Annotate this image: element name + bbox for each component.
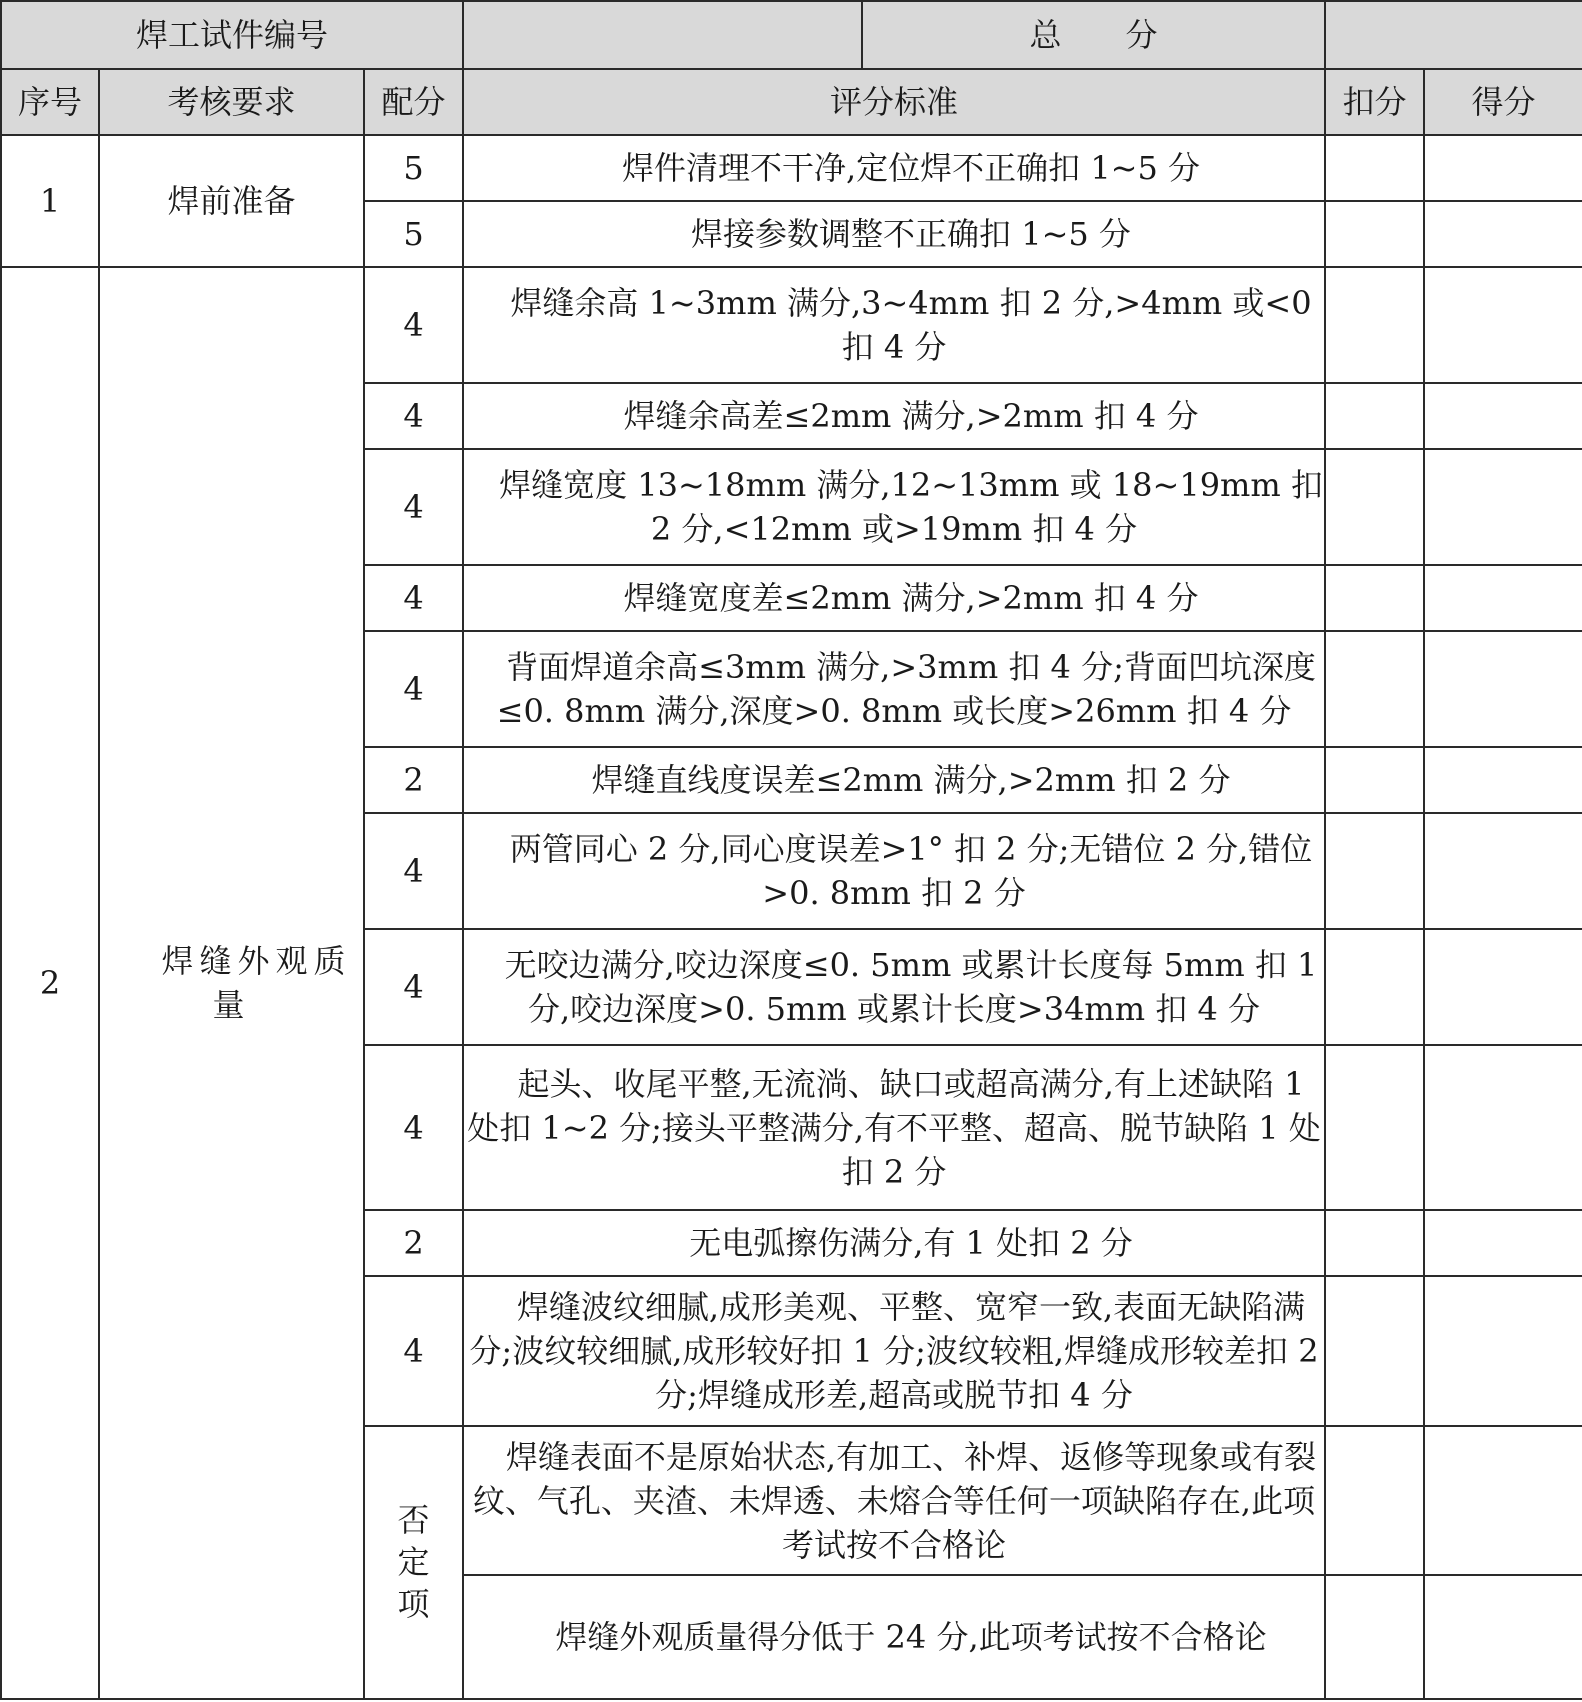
- row-points: 5: [364, 135, 463, 201]
- deduction-cell[interactable]: [1325, 1276, 1424, 1426]
- row-criteria: 焊缝直线度误差≤2mm 满分,>2mm 扣 2 分: [463, 747, 1325, 813]
- row-criteria: 焊缝外观质量得分低于 24 分,此项考试按不合格论: [463, 1575, 1325, 1699]
- row-points: 4: [364, 565, 463, 631]
- specimen-value: [463, 1, 862, 69]
- row-points: 2: [364, 1210, 463, 1276]
- score-cell[interactable]: [1424, 267, 1582, 383]
- section-requirement: 焊前准备: [99, 135, 364, 267]
- section-index: 2: [1, 267, 99, 1699]
- deduction-cell[interactable]: [1325, 135, 1424, 201]
- score-cell[interactable]: [1424, 565, 1582, 631]
- table-row: [1, 135, 1582, 201]
- row-criteria: 背面焊道余高≤3mm 满分,>3mm 扣 4 分;背面凹坑深度≤0. 8mm 满分,深度>0. 8mm 或长度>26mm 扣 4 分: [463, 631, 1325, 747]
- column-header-row: [1, 69, 1582, 135]
- score-cell[interactable]: [1424, 747, 1582, 813]
- col-deduction: 扣分: [1325, 69, 1424, 135]
- total-value: [1325, 1, 1582, 69]
- deduction-cell[interactable]: [1325, 1210, 1424, 1276]
- row-points: 2: [364, 747, 463, 813]
- table-row: [1, 267, 1582, 383]
- deduction-cell[interactable]: [1325, 267, 1424, 383]
- row-points: 4: [364, 267, 463, 383]
- section-index: 1: [1, 135, 99, 267]
- row-criteria: 焊接参数调整不正确扣 1~5 分: [463, 201, 1325, 267]
- score-cell[interactable]: [1424, 813, 1582, 929]
- deduction-cell[interactable]: [1325, 201, 1424, 267]
- score-cell[interactable]: [1424, 631, 1582, 747]
- deduction-cell[interactable]: [1325, 383, 1424, 449]
- row-criteria: 起头、收尾平整,无流淌、缺口或超高满分,有上述缺陷 1 处扣 1~2 分;接头平整满分,有不平整、超高、脱节缺陷 1 处扣 2 分: [463, 1045, 1325, 1210]
- deduction-cell[interactable]: [1325, 929, 1424, 1045]
- deduction-cell[interactable]: [1325, 1426, 1424, 1575]
- score-cell[interactable]: [1424, 201, 1582, 267]
- row-criteria: 两管同心 2 分,同心度误差>1° 扣 2 分;无错位 2 分,错位>0. 8mm 扣 2 分: [463, 813, 1325, 929]
- row-criteria: 焊缝宽度 13~18mm 满分,12~13mm 或 18~19mm 扣 2 分,<12mm 或>19mm 扣 4 分: [463, 449, 1325, 565]
- section-requirement: 焊缝外观质量: [99, 267, 364, 1699]
- col-criteria: 评分标准: [463, 69, 1325, 135]
- col-requirement: 考核要求: [99, 69, 364, 135]
- deduction-cell[interactable]: [1325, 747, 1424, 813]
- row-points: 5: [364, 201, 463, 267]
- row-criteria: 焊缝宽度差≤2mm 满分,>2mm 扣 4 分: [463, 565, 1325, 631]
- row-points: 4: [364, 383, 463, 449]
- row-points: 4: [364, 813, 463, 929]
- specimen-label: 焊工试件编号: [1, 1, 463, 69]
- row-criteria: 焊件清理不干净,定位焊不正确扣 1~5 分: [463, 135, 1325, 201]
- col-points: 配分: [364, 69, 463, 135]
- top-header-row: [1, 1, 1582, 69]
- score-cell[interactable]: [1424, 135, 1582, 201]
- deduction-cell[interactable]: [1325, 813, 1424, 929]
- score-cell[interactable]: [1424, 1575, 1582, 1699]
- deduction-cell[interactable]: [1325, 449, 1424, 565]
- row-points: 4: [364, 1045, 463, 1210]
- score-cell[interactable]: [1424, 1426, 1582, 1575]
- row-criteria: 无咬边满分,咬边深度≤0. 5mm 或累计长度每 5mm 扣 1 分,咬边深度>0. 5mm 或累计长度>34mm 扣 4 分: [463, 929, 1325, 1045]
- score-cell[interactable]: [1424, 929, 1582, 1045]
- total-label: 总 分: [862, 1, 1325, 69]
- row-criteria: 焊缝余高差≤2mm 满分,>2mm 扣 4 分: [463, 383, 1325, 449]
- deduction-cell[interactable]: [1325, 1575, 1424, 1699]
- score-cell[interactable]: [1424, 1210, 1582, 1276]
- score-cell[interactable]: [1424, 1045, 1582, 1210]
- col-score: 得分: [1424, 69, 1582, 135]
- score-cell[interactable]: [1424, 383, 1582, 449]
- score-cell[interactable]: [1424, 449, 1582, 565]
- deduction-cell[interactable]: [1325, 565, 1424, 631]
- deduction-cell[interactable]: [1325, 1045, 1424, 1210]
- row-points: 4: [364, 449, 463, 565]
- row-criteria: 焊缝余高 1~3mm 满分,3~4mm 扣 2 分,>4mm 或<0 扣 4 分: [463, 267, 1325, 383]
- score-cell[interactable]: [1424, 1276, 1582, 1426]
- row-criteria: 焊缝表面不是原始状态,有加工、补焊、返修等现象或有裂纹、气孔、夹渣、未焊透、未熔合等任何一项缺陷存在,此项考试按不合格论: [463, 1426, 1325, 1575]
- row-criteria: 无电弧擦伤满分,有 1 处扣 2 分: [463, 1210, 1325, 1276]
- row-points: 4: [364, 1276, 463, 1426]
- row-points: 4: [364, 631, 463, 747]
- col-index: 序号: [1, 69, 99, 135]
- row-criteria: 焊缝波纹细腻,成形美观、平整、宽窄一致,表面无缺陷满分;波纹较细腻,成形较好扣 1 分;波纹较粗,焊缝成形较差扣 2 分;焊缝成形差,超高或脱节扣 4 分: [463, 1276, 1325, 1426]
- veto-label: 否定项: [364, 1426, 463, 1699]
- deduction-cell[interactable]: [1325, 631, 1424, 747]
- row-points: 4: [364, 929, 463, 1045]
